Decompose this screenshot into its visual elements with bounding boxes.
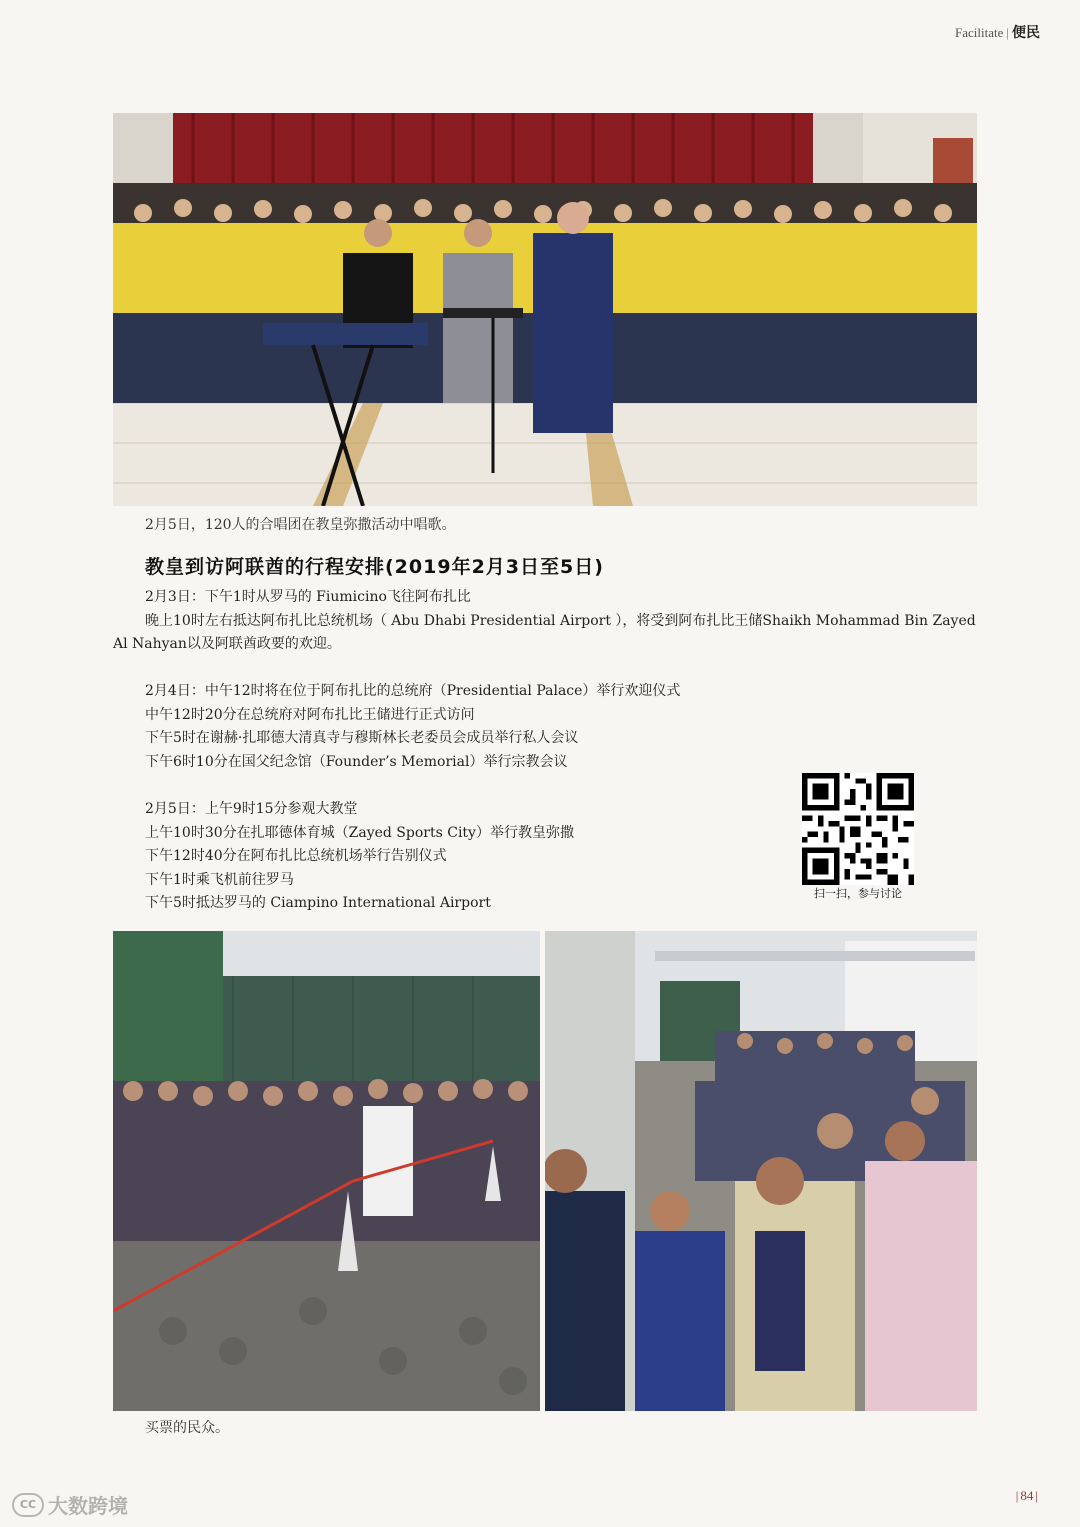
schedule-line: 下午5时抵达罗马的 Ciampino International Airport (145, 895, 491, 911)
choir-photo (113, 113, 977, 506)
watermark-text: 大数跨境 (48, 1494, 128, 1518)
schedule-line: 下午12时40分在阿布扎比总统机场举行告别仪式 (145, 848, 447, 864)
header-section-cn: 便民 (1012, 25, 1040, 41)
page-number-value: 84 (1020, 1488, 1034, 1503)
schedule-line: 中午12时20分在总统府对阿布扎比王储进行正式访问 (145, 706, 475, 723)
schedule-line: 2月3日：下午1时从罗马的 Fiumicino飞往阿布扎比 (145, 589, 471, 605)
qr-caption: 扫一扫，参与讨论 (814, 887, 902, 900)
schedule-day-2 (113, 680, 977, 774)
section-title: 教皇到访阿联酋的行程安排(2019年2月3日至5日) (145, 556, 604, 578)
choir-photo-caption: 2月5日，120人的合唱团在教皇弥撒活动中唱歌。 (145, 517, 456, 533)
schedule-line: 下午6时10分在国父纪念馆（Founder’s Memorial）举行宗教会议 (145, 753, 568, 770)
schedule-line: 下午1时乘飞机前往罗马 (145, 871, 294, 888)
header-separator: | (1006, 25, 1009, 40)
schedule-line: 2月5日：上午9时15分参观大教堂 (145, 801, 358, 817)
header-section-en: Facilitate (955, 25, 1004, 40)
schedule-line: 上午10时30分在扎耶德体育城（Zayed Sports City）举行教皇弥撒 (145, 824, 574, 841)
watermark-logo-icon: CC (12, 1493, 44, 1517)
queue-photo-right (545, 931, 977, 1411)
page-number: | 84 | (1015, 1488, 1038, 1503)
schedule-day-1 (113, 586, 977, 657)
schedule-line: 下午5时在谢赫·扎耶德大清真寺与穆斯林长老委员会成员举行私人会议 (145, 730, 579, 746)
schedule-line: 晚上10时左右抵达阿布扎比总统机场（ Abu Dhabi Presidential Airport ），将受到阿布扎比王储Shaikh Mohammad Bin Zayed Al Nahyan以及阿联酋政要的欢迎。 (113, 612, 976, 652)
watermark (12, 1490, 128, 1519)
schedule-line: 2月4日：中午12时将在位于阿布扎比的总统府（Presidential Palace）举行欢迎仪式 (145, 683, 681, 699)
qr-code[interactable] (802, 773, 914, 885)
running-header (955, 22, 1040, 42)
queue-photo-left (113, 931, 540, 1411)
queue-photo-caption: 买票的民众。 (145, 1420, 229, 1436)
